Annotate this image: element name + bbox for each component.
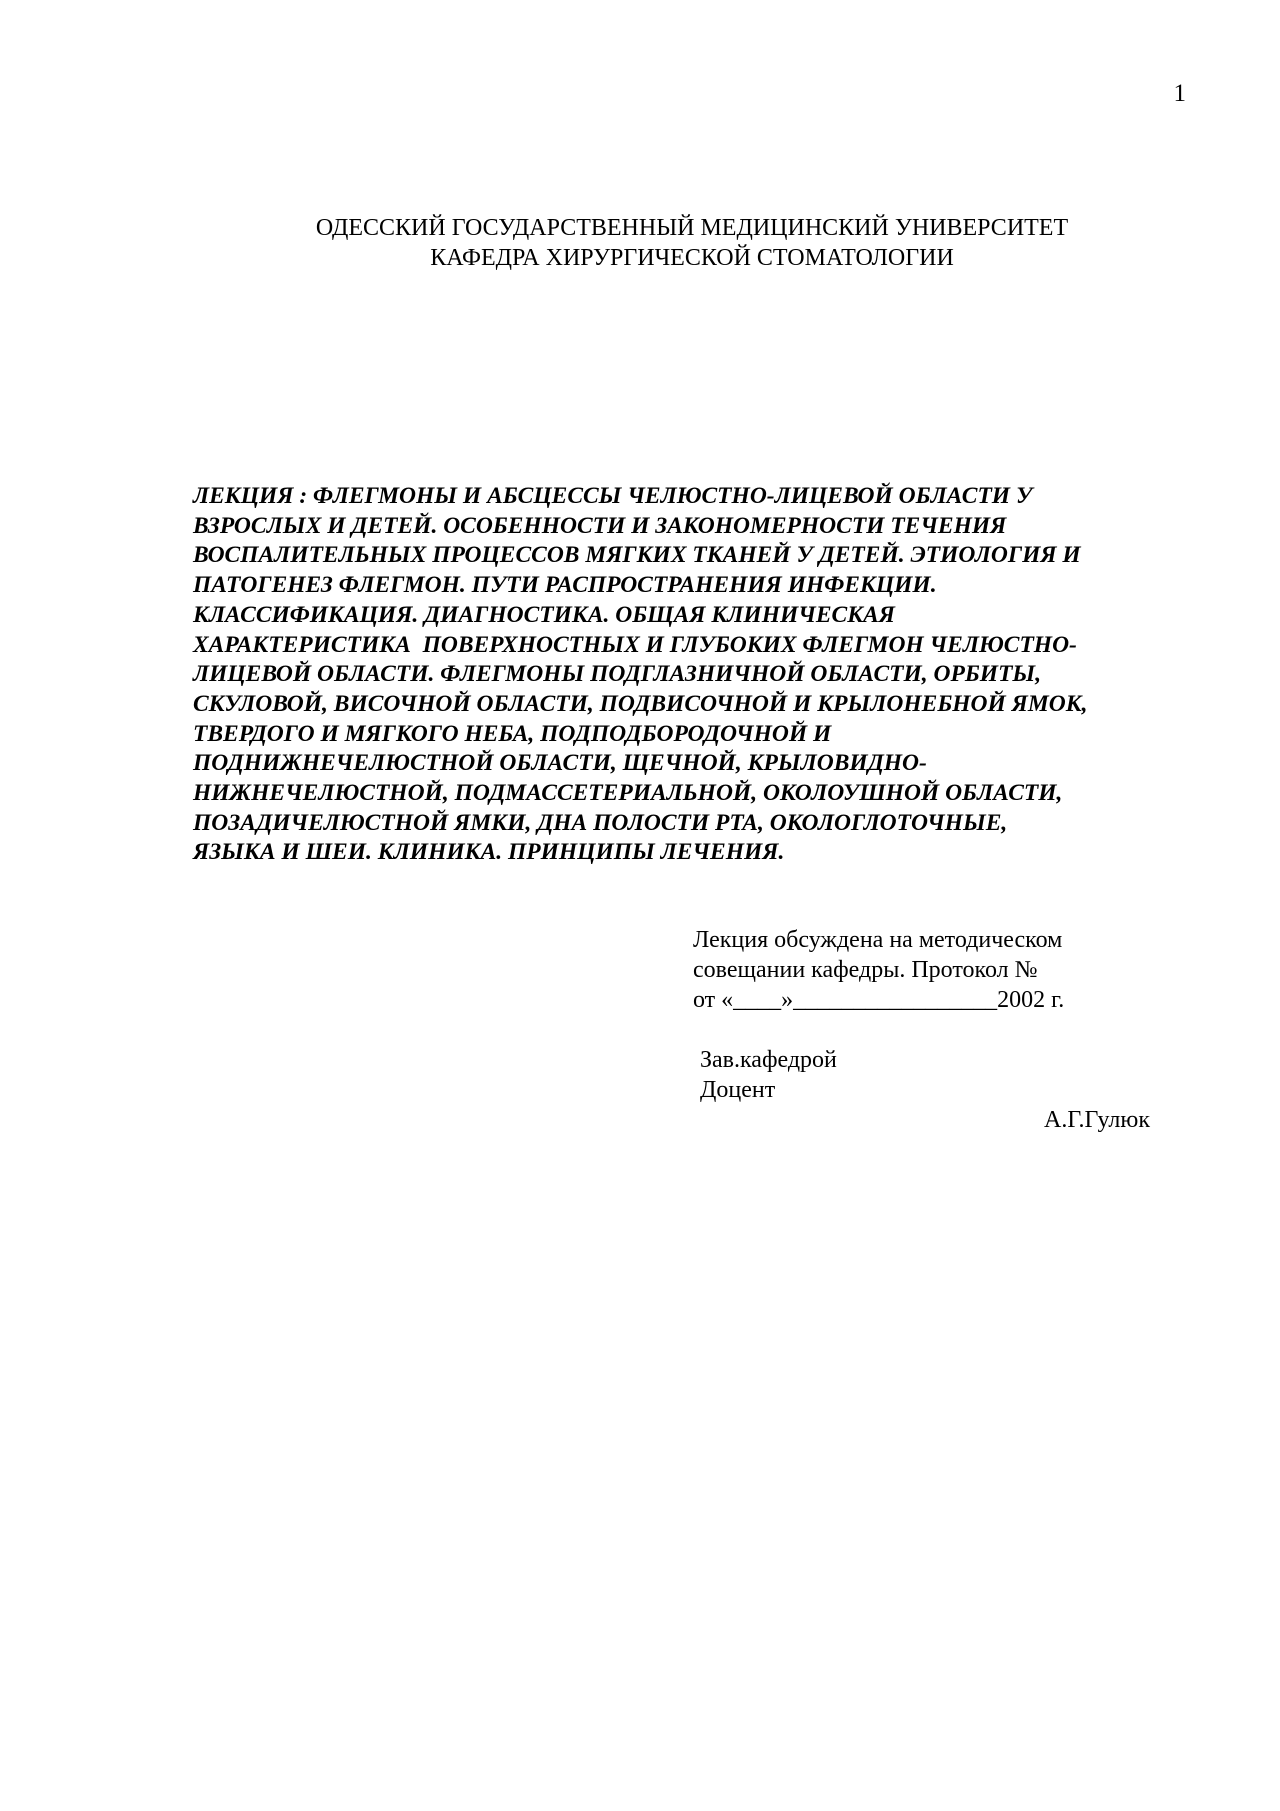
document-header xyxy=(0,213,1280,273)
approval-line: от «____»_________________2002 г. xyxy=(693,987,1065,1013)
lecture-title xyxy=(193,482,1193,868)
lecture-title-line: ВЗРОСЛЫХ И ДЕТЕЙ. ОСОБЕННОСТИ И ЗАКОНОМЕРНОСТИ ТЕЧЕНИЯ xyxy=(193,512,1007,539)
lecture-title-line: ХАРАКТЕРИСТИКА ПОВЕРХНОСТНЫХ И ГЛУБОКИХ ФЛЕГМОН ЧЕЛЮСТНО- xyxy=(193,631,1077,658)
lecture-title-line: КЛАССИФИКАЦИЯ. ДИАГНОСТИКА. ОБЩАЯ КЛИНИЧЕСКАЯ xyxy=(193,601,895,628)
lecture-title-line: ТВЕРДОГО И МЯГКОГО НЕБА, ПОДПОДБОРОДОЧНОЙ И xyxy=(193,720,832,747)
lecture-title-line: ВОСПАЛИТЕЛЬНЫХ ПРОЦЕССОВ МЯГКИХ ТКАНЕЙ У ДЕТЕЙ. ЭТИОЛОГИЯ И xyxy=(193,542,1081,569)
approval-line: Лекция обсуждена на методическом xyxy=(693,927,1063,953)
lecture-title-line: ЛИЦЕВОЙ ОБЛАСТИ. ФЛЕГМОНЫ ПОДГЛАЗНИЧНОЙ ОБЛАСТИ, ОРБИТЫ, xyxy=(193,661,1042,688)
department-name: КАФЕДРА ХИРУРГИЧЕСКОЙ СТОМАТОЛОГИИ xyxy=(430,245,954,271)
approval-line: совещании кафедры. Протокол № xyxy=(693,957,1038,983)
lecture-title-line: ПАТОГЕНЕЗ ФЛЕГМОН. ПУТИ РАСПРОСТРАНЕНИЯ ИНФЕКЦИИ. xyxy=(193,572,937,599)
signer-position: Зав.кафедрой xyxy=(700,1047,837,1073)
approval-note xyxy=(693,925,1064,1015)
lecture-title-line: ПОЗАДИЧЕЛЮСТНОЙ ЯМКИ, ДНА ПОЛОСТИ РТА, ОКОЛОГЛОТОЧНЫЕ, xyxy=(193,809,1008,836)
signature-block xyxy=(700,1045,837,1105)
lecture-title-line: ЛЕКЦИЯ : ФЛЕГМОНЫ И АБСЦЕССЫ ЧЕЛЮСТНО-ЛИЦЕВОЙ ОБЛАСТИ У xyxy=(193,483,1033,509)
university-name: ОДЕССКИЙ ГОСУДАРСТВЕННЫЙ МЕДИЦИНСКИЙ УНИВЕРСИТЕТ xyxy=(315,215,1069,241)
signer-title: Доцент xyxy=(700,1077,776,1103)
page-number: 1 xyxy=(1173,80,1186,107)
signer-name: А.Г.Гулюк xyxy=(1044,1107,1150,1133)
lecture-title-line: ПОДНИЖНЕЧЕЛЮСТНОЙ ОБЛАСТИ, ЩЕЧНОЙ, КРЫЛОВИДНО- xyxy=(193,750,927,777)
lecture-title-line: НИЖНЕЧЕЛЮСТНОЙ, ПОДМАССЕТЕРИАЛЬНОЙ, ОКОЛОУШНОЙ ОБЛАСТИ, xyxy=(193,780,1063,807)
lecture-title-line: ЯЗЫКА И ШЕИ. КЛИНИКА. ПРИНЦИПЫ ЛЕЧЕНИЯ. xyxy=(193,839,785,866)
lecture-title-line: СКУЛОВОЙ, ВИСОЧНОЙ ОБЛАСТИ, ПОДВИСОЧНОЙ И КРЫЛОНЕБНОЙ ЯМОК, xyxy=(193,690,1088,717)
